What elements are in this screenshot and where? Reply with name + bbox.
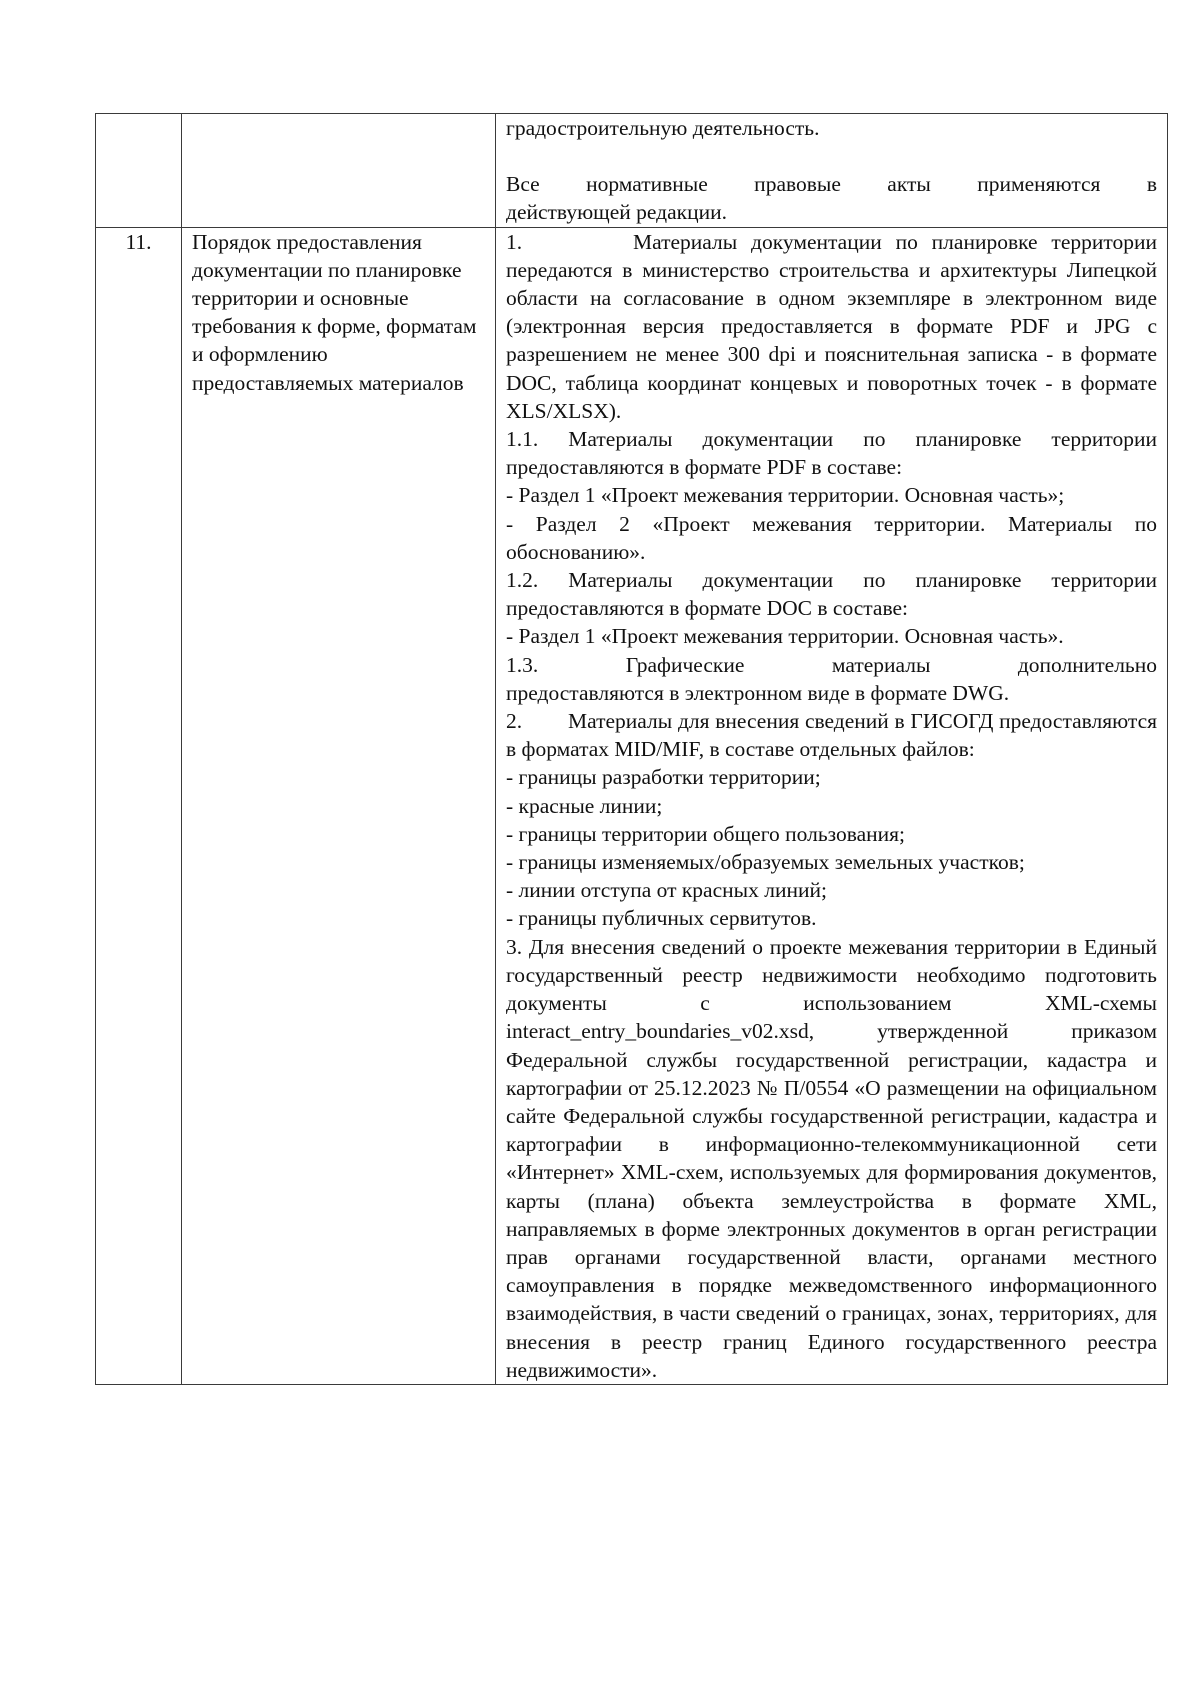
list-item: - границы разработки территории; bbox=[506, 765, 821, 790]
row-title: Порядок предоставления документации по планировке территории и основные требования к форме, форматам и оформлению предоставляемых материалов bbox=[182, 227, 496, 1384]
legal-acts-note-line2: действующей редакции. bbox=[506, 200, 727, 225]
paragraph-1: 1. Материалы документации по планировке территории передаются в министерство строительства и архитектуры Липецкой области на согласование в одном экземпляре в электронном виде (электронная версия предоставляется в формате PDF и JPG с разрешением не менее 300 dpi и пояснительная записка - в формате DOC, таблица координат концевых и поворотных точек - в формате XLS/XLSX). bbox=[506, 229, 1163, 423]
paragraph-1-3-line1: 1.3. Графические материалы дополнительно bbox=[506, 652, 1157, 677]
continuation-text: градостроительную деятельность. bbox=[506, 116, 820, 140]
requirements-table bbox=[95, 113, 1168, 1385]
list-item: - линии отступа от красных линий; bbox=[506, 878, 827, 903]
table-row-continuation bbox=[96, 114, 1168, 228]
number-cell-empty bbox=[96, 114, 182, 228]
list-item: - границы территории общего пользования; bbox=[506, 821, 906, 846]
paragraph-1-1-item-a: - Раздел 1 «Проект межевания территории. Основная часть»; bbox=[506, 483, 1065, 508]
paragraph-3: 3. Для внесения сведений о проекте межевания территории в Единый государственный реестр недвижимости необходимо подготовить документы с использованием XML-схемы interact_entry_boundaries_v02.xsd, утвержденной приказом Федеральной службы государственной регистрации, кадастра и картографии от 25.12.2023 № П/0554 «О размещении на официальном сайте Федеральной службы государственной регистрации, кадастра и картографии в информационно-телекоммуникационной сети «Интернет» XML-схем, используемых для формирования документов, карты (плана) объекта землеустройства в формате XML, направляемых в форме электронных документов в орган регистрации прав органами государственной власти, органами местного самоуправления в порядке межведомственного информационного взаимодействия, в части сведений о границах, зонах, территориях, для внесения в реестр границ Единого государственного реестра недвижимости». bbox=[506, 934, 1157, 1382]
content-cell-requirements bbox=[496, 227, 1168, 1384]
paragraph-1-3-line2: предоставляются в электронном виде в формате DWG. bbox=[506, 680, 1010, 705]
title-cell-empty bbox=[182, 114, 496, 228]
content-cell-continuation bbox=[496, 114, 1168, 228]
table-row-11 bbox=[96, 227, 1168, 1384]
paragraph-1-2: 1.2. Материалы документации по планировке территории предоставляются в формате DOC в составе: bbox=[506, 568, 1157, 621]
paragraph-2: 2. Материалы для внесения сведений в ГИСОГД предоставляются в форматах MID/MIF, в составе отдельных файлов: bbox=[506, 709, 1163, 762]
list-item: - красные линии; bbox=[506, 793, 663, 818]
paragraph-1-1-item-b: - Раздел 2 «Проект межевания территории. Материалы по обоснованию». bbox=[506, 511, 1157, 564]
paragraph-1-1: 1.1. Материалы документации по планировке территории предоставляются в формате PDF в составе: bbox=[506, 427, 1157, 480]
row-number: 11. bbox=[96, 227, 182, 1384]
legal-acts-note-line1: Все нормативные правовые акты применяются в bbox=[506, 172, 1157, 197]
list-item: - границы изменяемых/образуемых земельных участков; bbox=[506, 850, 1025, 875]
list-item: - границы публичных сервитутов. bbox=[506, 906, 817, 931]
paragraph-1-2-item-a: - Раздел 1 «Проект межевания территории. Основная часть». bbox=[506, 624, 1064, 649]
